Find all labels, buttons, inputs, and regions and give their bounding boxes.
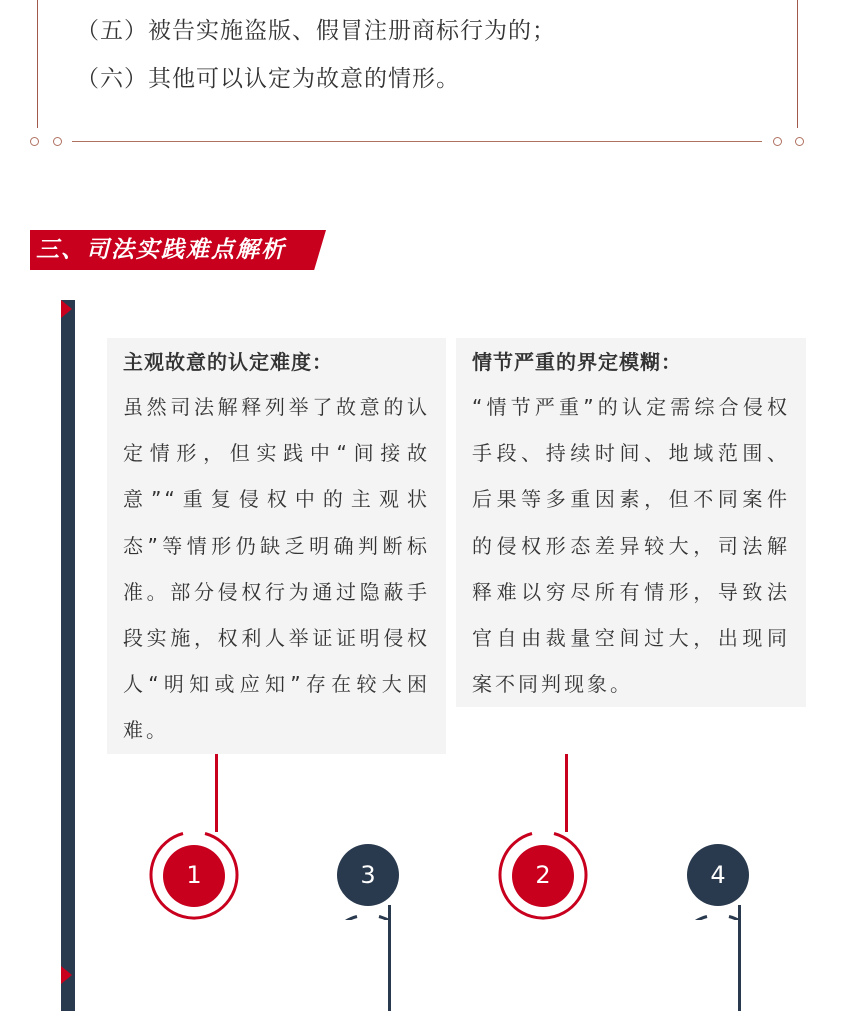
connector-line: [565, 754, 568, 832]
step-number: 1: [186, 861, 202, 889]
divider-circle-icon: [773, 137, 782, 146]
card-title: 主观故意的认定难度：: [123, 350, 333, 374]
card-title: 情节严重的界定模糊：: [472, 350, 682, 374]
divider-circle-icon: [53, 137, 62, 146]
step-number: 3: [360, 861, 376, 889]
divider-line: [72, 141, 762, 142]
list-item: （五）被告实施盗版、假冒注册商标行为的；: [76, 18, 556, 44]
card-subjective-intent: [107, 338, 446, 754]
card-serious-circumstances: [456, 338, 806, 707]
connector-line: [738, 905, 741, 1011]
step-circle-3: [323, 830, 413, 920]
frame-right-border: [797, 0, 798, 128]
divider-circle-icon: [795, 137, 804, 146]
section-title: 三、司法实践难点解析: [36, 237, 286, 263]
triangle-marker-icon: [61, 300, 72, 318]
card-body: 虽然司法解释列举了故意的认定情形，但实践中“间接故意”“重复侵权中的主观状态”等情形仍缺乏明确判断标准。部分侵权行为通过隐蔽手段实施，权利人举证证明侵权人“明知或应知”存在较大困难。: [123, 395, 430, 743]
divider-circle-icon: [30, 137, 39, 146]
triangle-marker-icon: [61, 966, 72, 984]
list-item: （六）其他可以认定为故意的情形。: [76, 66, 460, 92]
step-number: 2: [535, 861, 551, 889]
frame-left-border: [37, 0, 38, 128]
timeline-bar: [61, 300, 75, 1011]
step-circle-4: [673, 830, 763, 920]
step-circle-1: [149, 830, 239, 920]
connector-line: [388, 905, 391, 1011]
step-circle-2: [498, 830, 588, 920]
connector-line: [215, 754, 218, 832]
card-body: “情节严重”的认定需综合侵权手段、持续时间、地域范围、后果等多重因素，但不同案件的侵权形态差异较大，司法解释难以穷尽所有情形，导致法官自由裁量空间过大，出现同案不同判现象。: [472, 395, 790, 697]
step-number: 4: [710, 861, 726, 889]
